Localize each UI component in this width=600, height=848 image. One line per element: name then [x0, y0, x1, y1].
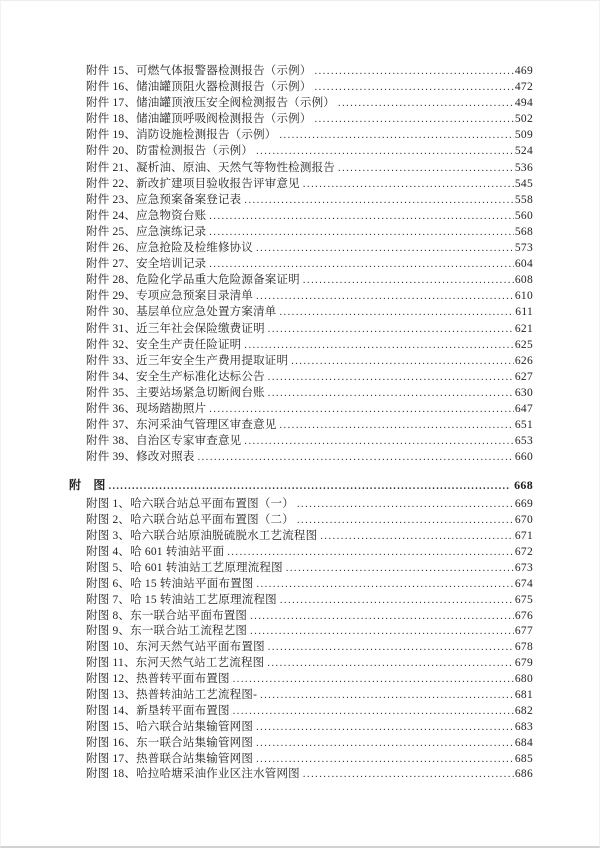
toc-entry[interactable] — [86, 752, 533, 768]
toc-entry[interactable] — [86, 513, 533, 529]
toc-entry-page: 611 — [515, 306, 533, 319]
toc-entry-label: 附件 34、安全生产标准化达标公告 — [86, 370, 265, 383]
leader-dots — [291, 353, 514, 370]
figures-list — [86, 497, 533, 783]
leader-dots — [315, 79, 514, 96]
toc-entry[interactable] — [86, 433, 533, 449]
toc-entry-label: 附图 9、东一联合站工流程艺图 — [86, 625, 248, 638]
toc-entry-page: 469 — [514, 65, 533, 77]
leader-dots — [209, 256, 514, 273]
toc-entry-label: 附图 15、哈六联合站集输管网图 — [86, 720, 254, 733]
toc-entry-page: 502 — [514, 113, 533, 126]
leader-dots — [244, 433, 513, 450]
leader-dots — [250, 609, 514, 625]
toc-entry[interactable] — [86, 577, 533, 593]
toc-entry-page: 568 — [514, 225, 533, 238]
toc-entry-label: 附件 16、储油罐顶阻火器检测报告（示例） — [86, 81, 312, 94]
leader-dots — [286, 561, 514, 577]
toc-entry-label: 附件 23、应急预案备案登记表 — [86, 193, 242, 206]
toc-entry-page: 677 — [514, 625, 533, 638]
leader-dots — [250, 624, 514, 640]
leader-dots — [303, 272, 514, 289]
leader-dots — [256, 577, 513, 593]
leader-dots — [297, 497, 514, 513]
toc-entry-label: 附件 38、自治区专家审查意见 — [86, 435, 242, 448]
toc-entry[interactable] — [86, 385, 533, 401]
leader-dots — [209, 401, 514, 418]
leader-dots — [256, 288, 514, 305]
toc-entry-label: 附图 10、东河天然气站平面布置图 — [86, 641, 265, 654]
toc-entry-label: 附图 7、哈 15 转油站工艺原理流程图 — [86, 593, 277, 606]
toc-entry-label: 附图 4、哈 601 转油站平面 — [86, 546, 225, 559]
toc-entry[interactable] — [86, 640, 533, 656]
figures-section-page: 668 — [514, 478, 533, 493]
toc-entry-label: 附图 8、东一联合站平面布置图 — [86, 609, 248, 622]
toc-entry[interactable] — [86, 688, 533, 704]
toc-entry-label: 附图 11、东河天然气站工艺流程图 — [86, 657, 265, 670]
toc-entry-label: 附图 1、哈六联合站总平面布置图（一） — [86, 498, 294, 511]
toc-entry[interactable] — [86, 529, 533, 545]
toc-entry-label: 附件 15、可燃气体报警器检测报告（示例） — [86, 65, 312, 77]
toc-entry-label: 附图 16、东一联合站集输管网图 — [86, 736, 254, 749]
leader-dots — [320, 529, 514, 545]
toc-entry-page: 573 — [514, 242, 533, 255]
toc-entry[interactable] — [86, 704, 533, 720]
toc-entry-label: 附图 5、哈 601 转油站工艺原理流程图 — [86, 561, 283, 574]
leader-dots — [244, 192, 513, 209]
toc-entry[interactable] — [86, 192, 533, 208]
toc-entry-label: 附件 35、主要站场紧急切断阀台账 — [86, 386, 265, 399]
toc-entry-label: 附件 36、现场踏勘照片 — [86, 402, 207, 415]
toc-entry-label: 附图 6、哈 15 转油站平面布置图 — [86, 577, 254, 590]
toc-entry-page: 670 — [514, 514, 533, 527]
figures-section-header[interactable] — [69, 477, 533, 494]
leader-dots — [303, 176, 514, 193]
toc-entry-label: 附件 37、东河采油气管理区审查意见 — [86, 419, 277, 432]
leader-dots — [268, 369, 514, 386]
toc-entry[interactable] — [86, 272, 533, 288]
toc-entry[interactable] — [86, 736, 533, 752]
leader-dots — [260, 688, 514, 704]
toc-entry-page: 653 — [514, 435, 533, 448]
leader-dots — [244, 337, 513, 354]
toc-entry-label: 附图 3、哈六联合站原油脱硫脱水工艺流程图 — [86, 530, 318, 543]
toc-entry-page: 673 — [514, 561, 533, 574]
toc-entry-label: 附件 26、应急抢险及检维修协议 — [86, 242, 254, 255]
toc-entry-page: 683 — [514, 720, 533, 733]
toc-entry[interactable] — [86, 143, 533, 159]
toc-entry-label: 附件 19、消防设施检测报告（示例） — [86, 129, 277, 142]
toc-entry[interactable] — [86, 240, 533, 256]
toc-entry-page: 685 — [514, 752, 533, 765]
toc-entry[interactable] — [86, 609, 533, 625]
toc-entry[interactable] — [86, 449, 533, 465]
leader-dots — [256, 720, 514, 736]
toc-entry-page: 472 — [514, 81, 533, 94]
toc-entry-page: 660 — [514, 451, 533, 464]
toc-entry-label: 附件 28、危险化学品重大危险源备案证明 — [86, 274, 300, 287]
toc-entry-label: 附件 39、修改对照表 — [86, 451, 195, 464]
toc-entry-label: 附件 30、基层单位应急处置方案清单 — [86, 306, 277, 319]
toc-entry[interactable] — [86, 767, 533, 783]
leader-dots — [233, 672, 514, 688]
toc-entry[interactable] — [86, 111, 533, 127]
toc-entry-page: 627 — [514, 370, 533, 383]
leader-dots — [256, 240, 514, 257]
toc-entry-page: 625 — [514, 338, 533, 351]
toc-entry[interactable] — [86, 176, 533, 192]
toc-entry-label: 附件 31、近三年社会保险缴费证明 — [86, 322, 265, 335]
toc-entry-page: 681 — [514, 689, 533, 702]
toc-entry-page: 678 — [514, 641, 533, 654]
leader-dots — [209, 224, 514, 241]
attachments-list — [86, 63, 533, 465]
toc-entry[interactable] — [86, 624, 533, 640]
toc-entry[interactable] — [86, 288, 533, 304]
leader-dots — [109, 477, 509, 495]
leader-dots — [315, 63, 514, 80]
leader-dots — [338, 160, 514, 177]
toc-entry-page: 679 — [514, 657, 533, 670]
leader-dots — [280, 593, 514, 609]
toc-entry-page: 608 — [514, 274, 533, 287]
toc-entry-page: 626 — [514, 354, 533, 367]
toc-entry[interactable] — [86, 561, 533, 577]
toc-entry[interactable] — [86, 593, 533, 609]
toc-entry-page: 684 — [514, 736, 533, 749]
toc-entry-page: 651 — [514, 419, 533, 432]
toc-entry[interactable] — [86, 656, 533, 672]
toc-entry-page: 680 — [514, 673, 533, 686]
toc-entry[interactable] — [86, 321, 533, 337]
leader-dots — [279, 127, 513, 144]
toc-entry-label: 附件 32、安全生产责任险证明 — [86, 338, 242, 351]
toc-entry-label: 附件 18、储油罐顶呼吸阀检测报告（示例） — [86, 113, 312, 126]
toc-entry-page: 674 — [514, 577, 533, 590]
leader-dots — [227, 545, 514, 561]
toc-entry-page: 536 — [514, 161, 533, 174]
toc-entry[interactable] — [86, 497, 533, 513]
toc-entry-page: 558 — [514, 193, 533, 206]
toc-entry-page: 672 — [514, 546, 533, 559]
leader-dots — [315, 111, 514, 128]
toc-entry-page: 604 — [514, 258, 533, 271]
leader-dots — [297, 513, 514, 529]
toc-entry-label: 附图 18、哈拉哈塘采油作业区注水管网图 — [86, 768, 300, 781]
toc-entry-page: 686 — [514, 768, 533, 781]
leader-dots — [209, 208, 514, 225]
toc-entry[interactable] — [86, 353, 533, 369]
toc-entry-page: 676 — [514, 609, 533, 622]
toc-entry[interactable] — [86, 417, 533, 433]
toc-entry-page: 610 — [514, 290, 533, 303]
leader-dots — [233, 704, 514, 720]
toc-entry-page: 494 — [514, 97, 533, 110]
leader-dots — [303, 767, 514, 783]
toc-entry-label: 附图 17、热普联合站集输管网图 — [86, 752, 254, 765]
toc-entry-page: 669 — [514, 498, 533, 511]
leader-dots — [279, 304, 514, 321]
leader-dots — [268, 321, 514, 338]
toc-entry[interactable] — [86, 208, 533, 224]
toc-entry-label: 附件 20、防雷检测报告（示例） — [86, 145, 254, 158]
toc-entry[interactable] — [86, 672, 533, 688]
leader-dots — [338, 95, 514, 112]
toc-entry-page: 647 — [514, 402, 533, 415]
toc-entry-page: 621 — [514, 322, 533, 335]
leader-dots — [256, 752, 514, 768]
toc-entry[interactable] — [86, 160, 533, 176]
leader-dots — [279, 417, 513, 434]
toc-entry-label: 附图 2、哈六联合站总平面布置图（二） — [86, 514, 294, 527]
toc-entry-label: 附件 33、近三年安全生产费用提取证明 — [86, 354, 289, 367]
toc-entry-page: 675 — [514, 593, 533, 606]
leader-dots — [268, 640, 514, 656]
figures-section-title: 附 图 — [69, 478, 106, 493]
toc-entry-label: 附图 14、新垦转平面布置图 — [86, 704, 230, 717]
toc-entry-label: 附件 27、安全培训记录 — [86, 258, 207, 271]
toc-entry-page: 524 — [514, 145, 533, 158]
toc-entry-page: 545 — [514, 177, 533, 190]
toc-entry[interactable] — [86, 720, 533, 736]
toc-entry-page: 671 — [514, 530, 533, 543]
toc-entry[interactable] — [86, 304, 533, 320]
toc-entry[interactable] — [86, 256, 533, 272]
toc-entry[interactable] — [86, 79, 533, 95]
toc-entry-page: 509 — [514, 129, 533, 142]
toc-entry[interactable] — [86, 337, 533, 353]
leader-dots — [256, 143, 514, 160]
toc-entry[interactable] — [86, 127, 533, 143]
leader-dots — [256, 736, 514, 752]
toc-entry[interactable] — [86, 224, 533, 240]
toc-entry-label: 附件 24、应急物资台账 — [86, 209, 207, 222]
toc-entry-label: 附件 22、新改扩建项目验收报告评审意见 — [86, 177, 300, 190]
toc-entry-page: 682 — [514, 704, 533, 717]
toc-entry[interactable] — [86, 369, 533, 385]
leader-dots — [267, 656, 513, 672]
toc-entry-page: 560 — [514, 209, 533, 222]
toc-entry-label: 附图 12、热普转平面布置图 — [86, 673, 230, 686]
toc-entry[interactable] — [86, 95, 533, 111]
leader-dots — [268, 385, 514, 402]
toc-entry-label: 附件 21、凝析油、原油、天然气等物性检测报告 — [86, 161, 335, 174]
toc-entry-page: 630 — [514, 386, 533, 399]
toc-entry[interactable] — [86, 401, 533, 417]
toc-entry[interactable] — [86, 545, 533, 561]
toc-entry-label: 附件 29、专项应急预案目录清单 — [86, 290, 254, 303]
toc-entry-label: 附图 13、热普转油站工艺流程图- — [86, 689, 258, 702]
toc-entry-label: 附件 17、储油罐顶液压安全阀检测报告（示例） — [86, 97, 335, 110]
table-of-contents — [1, 1, 599, 783]
leader-dots — [198, 449, 514, 466]
toc-entry[interactable] — [86, 63, 533, 79]
toc-entry-label: 附件 25、应急演练记录 — [86, 225, 207, 238]
